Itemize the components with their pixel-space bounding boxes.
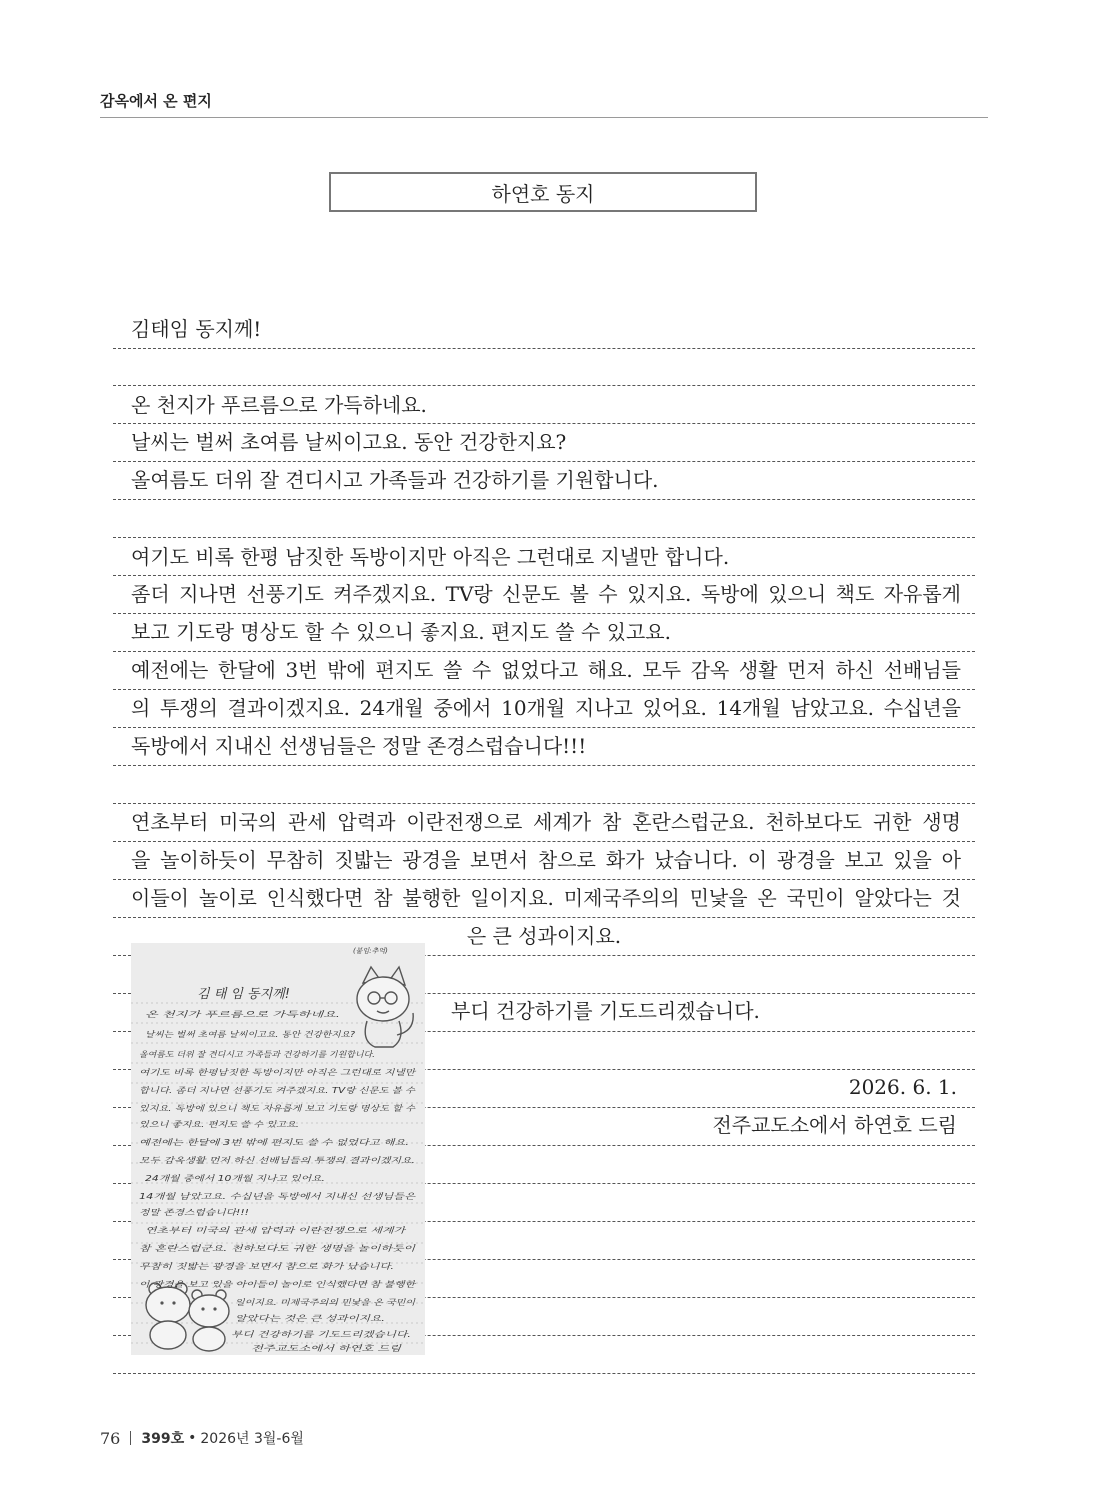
letter-line: 의 투쟁의 결과이겠지요. 24개월 중에서 10개월 지나고 있어요. 14개월 남았고요. 수십년을 (131, 696, 961, 720)
letter-date: 2026. 6. 1. (848, 1075, 957, 1099)
ruled-line (113, 879, 975, 880)
letter-line: 예전에는 한달에 3번 밖에 편지도 쓸 수 없었다고 해요. 모두 감옥 생활 먼저 하신 선배님들 (131, 658, 961, 682)
header-rule (100, 117, 988, 118)
hw-line: 모두 감옥생활 먼저 하신 선배님들의 투쟁의 결과이겠지요. (139, 1156, 415, 1165)
hw-line: 예전에는 한달에 3번 밖에 편지도 쓸 수 없었다고 해요. (139, 1138, 409, 1147)
ruled-line (113, 613, 975, 614)
hw-line: 일이지요. 미제국주의의 민낯을 온 국민이 (235, 1298, 417, 1307)
ruled-line (113, 803, 975, 804)
hw-line: 알았다는 것은 큰 성과이지요. (235, 1314, 385, 1323)
ruled-line (113, 461, 975, 462)
handwritten-letter-svg (131, 943, 425, 1355)
hw-line: 여기도 비록 한평남짓한 독방이지만 아직은 그런대로 지낼만 (139, 1068, 417, 1077)
ruled-line (113, 575, 975, 576)
ruled-line (113, 499, 975, 500)
hw-line: 무참히 짓밟는 광경을 보면서 참으로 화가 났습니다. (139, 1262, 394, 1271)
handwritten-letter-photo (131, 943, 425, 1355)
hw-line: 있으니 좋지요. 편지도 쓸 수 있고요. (139, 1120, 299, 1129)
footer-dot: • (188, 1430, 197, 1446)
issue-period: 2026년 3월-6월 (200, 1431, 304, 1447)
hw-line: 날씨는 벌써 초여름 날씨이고요. 동안 건강한지요? (145, 1030, 356, 1039)
hw-line: 전주교도소에서 하연호 드림 (251, 1344, 403, 1353)
letter-line: 올여름도 더위 잘 견디시고 가족들과 건강하기를 기원합니다. (131, 468, 659, 492)
letter-line: 연초부터 미국의 관세 압력과 이란전쟁으로 세계가 참 혼란스럽군요. 천하보다도 귀한 생명 (131, 810, 961, 834)
recipient-name-box (329, 172, 757, 212)
ruled-line (113, 348, 975, 349)
ruled-line (113, 385, 975, 386)
hw-line: 24개월 중에서 10개월 지나고 있어요. (145, 1174, 325, 1183)
ruled-line (113, 689, 975, 690)
letter-line: 을 놀이하듯이 무참히 짓밟는 광경을 보면서 참으로 화가 났습니다. 이 광경을 보고 있을 아 (131, 848, 961, 872)
ruled-line (113, 1373, 975, 1374)
hw-line: 김 태 임 동지께! (197, 987, 290, 1002)
hw-line: 있지요. 독방에 있으니 책도 자유롭게 보고 기도랑 명상도 할 수 (139, 1104, 417, 1113)
hw-line: 연초부터 미국의 관세 압력과 이란전쟁으로 세계가 (145, 1226, 407, 1235)
letter-line: 날씨는 벌써 초여름 날씨이고요. 동안 건강한지요? (131, 430, 567, 454)
ruled-line (113, 841, 975, 842)
letter-line: 은 큰 성과이지요. (466, 924, 622, 948)
ruled-line (113, 727, 975, 728)
ruled-line (113, 537, 975, 538)
letter-closing: 부디 건강하기를 기도드리겠습니다. (451, 999, 760, 1023)
letter-line: 보고 기도랑 명상도 할 수 있으니 좋지요. 편지도 쓸 수 있고요. (131, 620, 671, 644)
section-title: 감옥에서 온 편지 (100, 92, 212, 110)
hw-line: 부디 건강하기를 기도드리겠습니다. (231, 1330, 411, 1339)
hw-line: (붙임:추억) (353, 947, 388, 955)
ruled-line (113, 917, 975, 918)
hw-line: 정말 존경스럽습니다!!! (139, 1208, 249, 1217)
footer-separator (130, 1431, 131, 1445)
ruled-line (113, 651, 975, 652)
recipient-name: 하연호 동지 (491, 181, 595, 206)
page-footer (100, 1428, 304, 1448)
letter-signature: 전주교도소에서 하연호 드림 (712, 1113, 957, 1137)
ruled-line (113, 423, 975, 424)
letter-line: 온 천지가 푸르름으로 가득하네요. (131, 393, 427, 417)
hw-line: 14개월 남았고요. 수십년을 독방에서 지내신 선생님들은 (139, 1192, 417, 1201)
letter-line: 좀더 지나면 선풍기도 켜주겠지요. TV랑 신문도 볼 수 있지요. 독방에 있으니 책도 자유롭게 (131, 582, 961, 606)
letter-line: 이들이 놀이로 인식했다면 참 불행한 일이지요. 미제국주의의 민낯을 온 국민이 알았다는 것 (131, 886, 961, 910)
hw-line: 합니다. 좀더 지나면 선풍기도 켜주겠지요. TV랑 신문도 볼 수 (139, 1086, 417, 1095)
letter-salutation: 김태임 동지께! (131, 317, 262, 341)
hw-line: 참 혼란스럽군요. 천하보다도 귀한 생명을 놀이하듯이 (139, 1244, 417, 1253)
hw-line: 올여름도 더위 잘 견디시고 가족들과 건강하기를 기원합니다. (139, 1050, 375, 1059)
letter-line: 독방에서 지내신 선생님들은 정말 존경스럽습니다!!! (131, 734, 587, 758)
hw-line: 이 광경을 보고 있을 아이들이 놀이로 인식했다면 참 불행한 (139, 1280, 417, 1289)
hw-line: 온 천지가 푸르름으로 가득하네요. (145, 1010, 340, 1019)
page-number: 76 (100, 1428, 121, 1448)
issue-number: 399호 (141, 1431, 185, 1447)
letter-line: 여기도 비록 한평 남짓한 독방이지만 아직은 그런대로 지낼만 합니다. (131, 545, 730, 569)
ruled-line (113, 765, 975, 766)
